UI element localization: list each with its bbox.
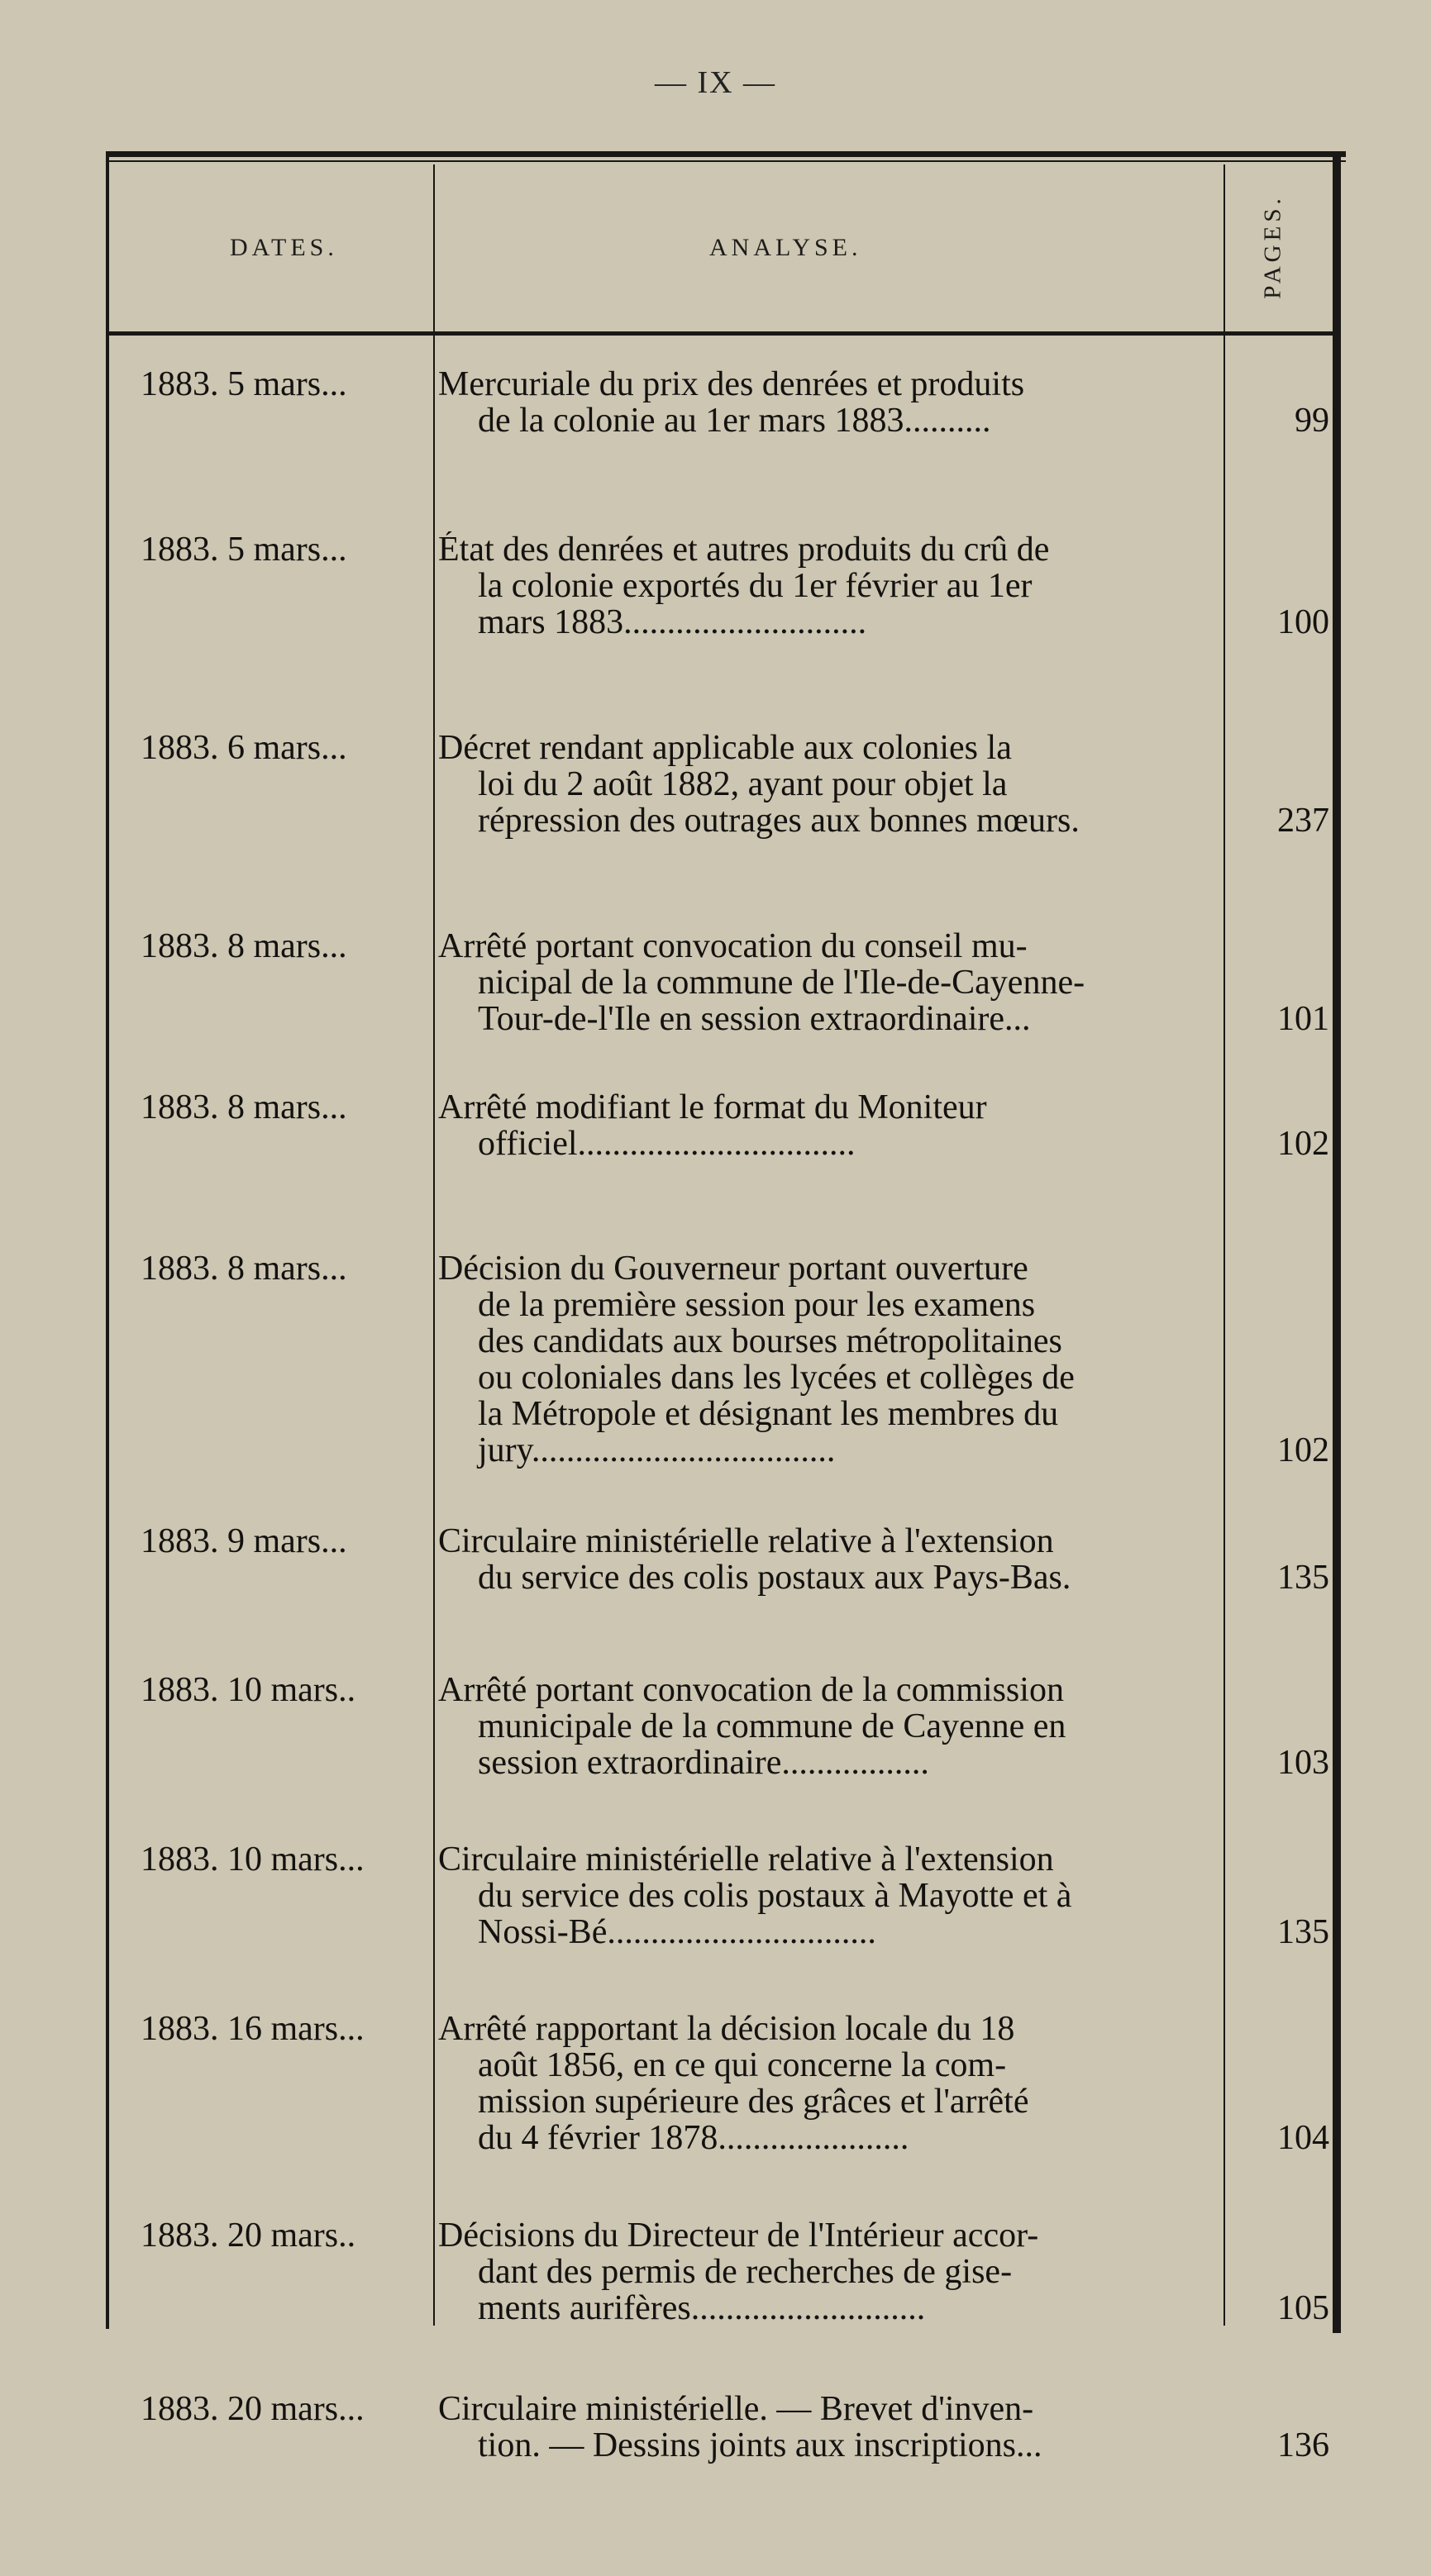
analyse-line: session extraordinaire.................: [478, 1745, 929, 1781]
entry-analyse: [438, 1841, 1217, 1950]
entry-date: 1883. 10 mars..: [141, 1671, 356, 1709]
entry-analyse: [438, 366, 1217, 439]
analyse-line: répression des outrages aux bonnes mœurs.: [478, 802, 1080, 839]
entry-page: 135: [1277, 1913, 1329, 1951]
analyse-line: nicipal de la commune de l'Ile-de-Cayenne-: [478, 964, 1085, 1001]
analyse-line: dant des permis de recherches de gise-: [478, 2254, 1013, 2290]
analyse-line: la colonie exportés du 1er février au 1er: [478, 568, 1033, 604]
entry-analyse: [438, 730, 1217, 839]
analyse-line: du service des colis postaux à Mayotte et à: [478, 1878, 1072, 1914]
analyse-line: ments aurifères...........................: [478, 2290, 926, 2326]
entry-date: 1883. 16 mars...: [141, 2010, 365, 2048]
analyse-line: Arrêté modifiant le format du Moniteur: [438, 1089, 987, 1126]
analyse-line: mars 1883............................: [478, 604, 867, 640]
analyse-line: des candidats aux bourses métropolitaines: [478, 1323, 1062, 1359]
analyse-line: Mercuriale du prix des denrées et produits: [438, 366, 1025, 402]
top-rule-thin: [106, 160, 1346, 162]
header-dates: DATES.: [230, 234, 338, 261]
analyse-line: Décision du Gouverneur portant ouverture: [438, 1250, 1028, 1287]
analyse-line: Arrêté rapportant la décision locale du 18: [438, 2011, 1015, 2047]
page-number: — IX —: [654, 65, 777, 100]
analyse-line: loi du 2 août 1882, ayant pour objet la: [478, 766, 1008, 802]
entry-page: 135: [1277, 1559, 1329, 1597]
entry-analyse: [438, 1250, 1217, 1469]
analyse-line: Circulaire ministérielle. — Brevet d'inven-: [438, 2391, 1034, 2427]
analyse-line: Décret rendant applicable aux colonies la: [438, 730, 1012, 766]
entry-page: 101: [1277, 1000, 1329, 1038]
analyse-line: État des denrées et autres produits du crû de: [438, 531, 1050, 568]
analyse-line: de la colonie au 1er mars 1883..........: [478, 402, 991, 439]
entry-page: 102: [1277, 1125, 1329, 1163]
header-pages: PAGES.: [1259, 193, 1286, 299]
entry-page: 99: [1295, 402, 1329, 440]
top-rule: [106, 151, 1346, 157]
analyse-line: mission supérieure des grâces et l'arrêté: [478, 2083, 1029, 2120]
analyse-line: Circulaire ministérielle relative à l'extension: [438, 1523, 1054, 1559]
column-divider-pages: [1224, 164, 1225, 2326]
left-border: [106, 151, 109, 2329]
entry-analyse: [438, 1672, 1217, 1781]
entry-analyse: [438, 531, 1217, 640]
analyse-line: Circulaire ministérielle relative à l'extension: [438, 1841, 1054, 1878]
analyse-line: la Métropole et désignant les membres du: [478, 1396, 1059, 1432]
analyse-line: août 1856, en ce qui concerne la com-: [478, 2047, 1007, 2083]
entry-page: 105: [1277, 2289, 1329, 2327]
entry-date: 1883. 6 mars...: [141, 729, 347, 767]
entry-analyse: [438, 928, 1217, 1037]
analyse-line: officiel................................: [478, 1126, 856, 1162]
column-divider-dates: [433, 164, 435, 2326]
analyse-line: de la première session pour les examens: [478, 1287, 1036, 1323]
analyse-line: municipale de la commune de Cayenne en: [478, 1708, 1066, 1745]
analyse-line: ou coloniales dans les lycées et collèges de: [478, 1359, 1075, 1396]
entry-date: 1883. 10 mars...: [141, 1840, 365, 1878]
entry-analyse: [438, 2217, 1217, 2326]
analyse-line: du service des colis postaux aux Pays-Bas.: [478, 1559, 1071, 1596]
analyse-line: Arrêté portant convocation du conseil mu-: [438, 928, 1028, 964]
entry-page: 237: [1277, 802, 1329, 840]
entry-analyse: [438, 1523, 1217, 1596]
entry-analyse: [438, 2011, 1217, 2156]
entry-analyse: [438, 1089, 1217, 1162]
entry-page: 136: [1277, 2426, 1329, 2464]
analyse-line: tion. — Dessins joints aux inscriptions...: [478, 2427, 1042, 2464]
entry-date: 1883. 8 mars...: [141, 1088, 347, 1126]
entry-page: 103: [1277, 1744, 1329, 1782]
entry-analyse: [438, 2391, 1217, 2464]
entry-date: 1883. 20 mars..: [141, 2217, 356, 2255]
header-rule: [106, 331, 1338, 336]
entry-date: 1883. 5 mars...: [141, 365, 347, 403]
analyse-line: Arrêté portant convocation de la commission: [438, 1672, 1064, 1708]
analyse-line: Nossi-Bé...............................: [478, 1914, 876, 1950]
entry-date: 1883. 20 mars...: [141, 2390, 365, 2428]
analyse-line: jury...................................: [478, 1432, 836, 1469]
analyse-line: du 4 février 1878......................: [478, 2120, 909, 2156]
entry-page: 102: [1277, 1431, 1329, 1469]
header-pages-cell: [1232, 168, 1314, 325]
index-table: [106, 151, 1346, 2464]
entry-date: 1883. 5 mars...: [141, 531, 347, 569]
right-border: [1333, 151, 1341, 2333]
entry-page: 100: [1277, 603, 1329, 641]
entry-date: 1883. 8 mars...: [141, 927, 347, 965]
entry-date: 1883. 9 mars...: [141, 1522, 347, 1560]
entry-page: 104: [1277, 2119, 1329, 2157]
analyse-line: Décisions du Directeur de l'Intérieur accor-: [438, 2217, 1039, 2254]
header-analyse: ANALYSE.: [709, 234, 862, 261]
entry-date: 1883. 8 mars...: [141, 1250, 347, 1288]
analyse-line: Tour-de-l'Ile en session extraordinaire...: [478, 1001, 1031, 1037]
